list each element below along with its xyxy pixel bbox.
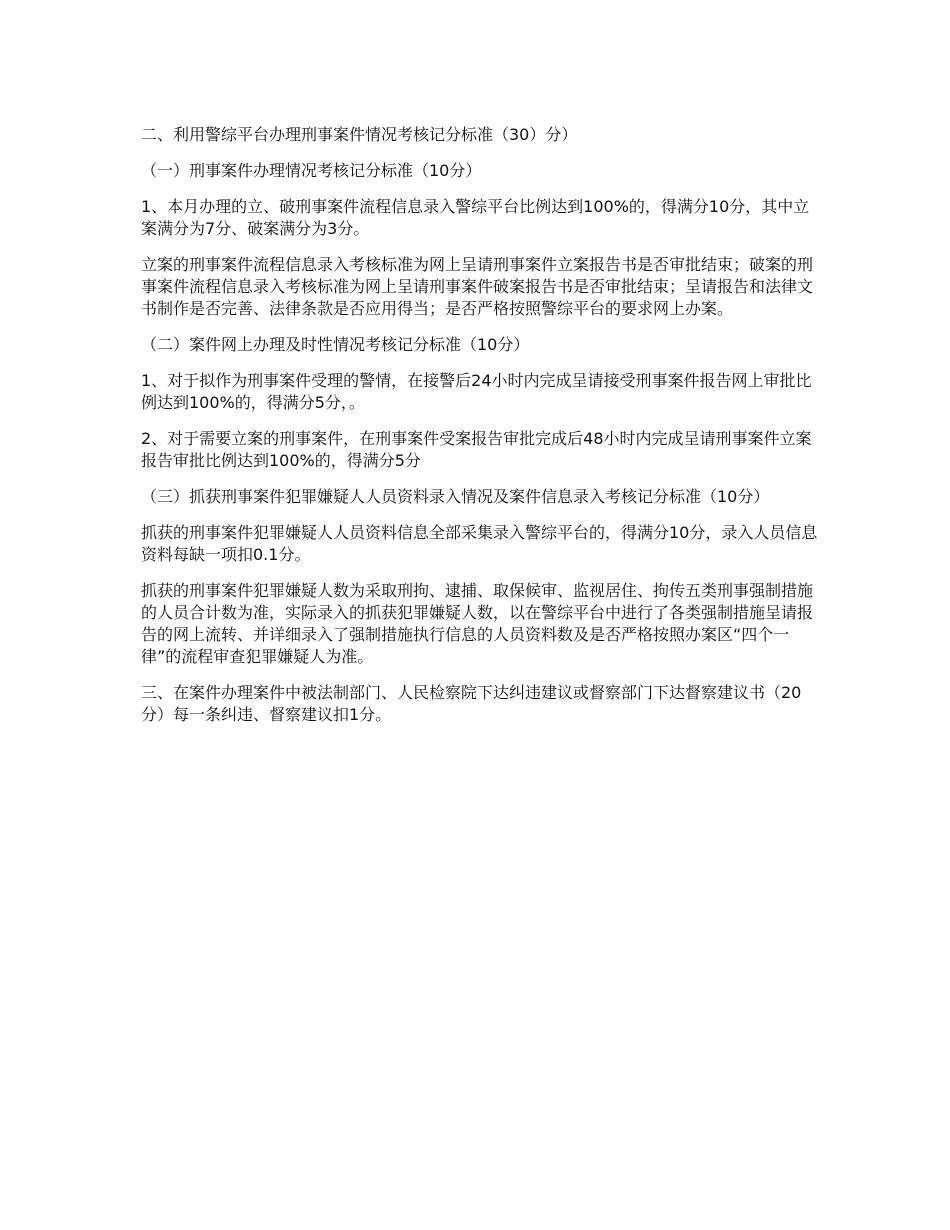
paragraph-2-2-item-2: 2、对于需要立案的刑事案件，在刑事案件受案报告审批完成后48小时内完成呈请刑事案件立案报告审批比例达到100%的，得满分5分 (141, 429, 812, 470)
subsection-heading-2-1: （一）刑事案件办理情况考核记分标准（10分） (141, 161, 482, 180)
subsection-heading-2-3: （三）抓获刑事案件犯罪嫌疑人人员资料录入情况及案件信息录入考核记分标准（10分） (141, 487, 770, 506)
paragraph-2-3-item-1: 抓获的刑事案件犯罪嫌疑人人员资料信息全部采集录入警综平台的，得满分10分，录入人员信息资料每缺一项扣0.1分。 (141, 523, 818, 564)
section-heading-3: 三、在案件办理案件中被法制部门、人民检察院下达纠违建议或督察部门下达督察建议书（20分）每一条纠违、督察建议扣1分。 (141, 683, 802, 724)
paragraph-2-1-criteria: 立案的刑事案件流程信息录入考核标准为网上呈请刑事案件立案报告书是否审批结束；破案的刑事案件流程信息录入考核标准为网上呈请刑事案件破案报告书是否审批结束；呈请报告和法律文书制作是否完善、法律条款是否应用得当；是否严格按照警综平台的要求网上办案。 (141, 255, 814, 318)
document-body (141, 124, 821, 740)
section-heading-2: 二、利用警综平台办理刑事案件情况考核记分标准（30）分） (141, 125, 578, 144)
paragraph-2-3-criteria: 抓获的刑事案件犯罪嫌疑人数为采取刑拘、逮捕、取保候审、监视居住、拘传五类刑事强制措施的人员合计数为准，实际录入的抓获犯罪嫌疑人数，以在警综平台中进行了各类强制措施呈请报告的网上流转、并详细录入了强制措施执行信息的人员资料数及是否严格按照办案区“四个一律”的流程审查犯罪嫌疑人为准。 (141, 581, 814, 666)
subsection-heading-2-2: （二）案件网上办理及时性情况考核记分标准（10分） (141, 335, 530, 354)
paragraph-2-2-item-1: 1、对于拟作为刑事案件受理的警情，在接警后24小时内完成呈请接受刑事案件报告网上审批比例达到100%的，得满分5分，。 (141, 371, 812, 412)
paragraph-2-1-item-1: 1、本月办理的立、破刑事案件流程信息录入警综平台比例达到100%的，得满分10分，其中立案满分为7分、破案满分为3分。 (141, 197, 810, 238)
